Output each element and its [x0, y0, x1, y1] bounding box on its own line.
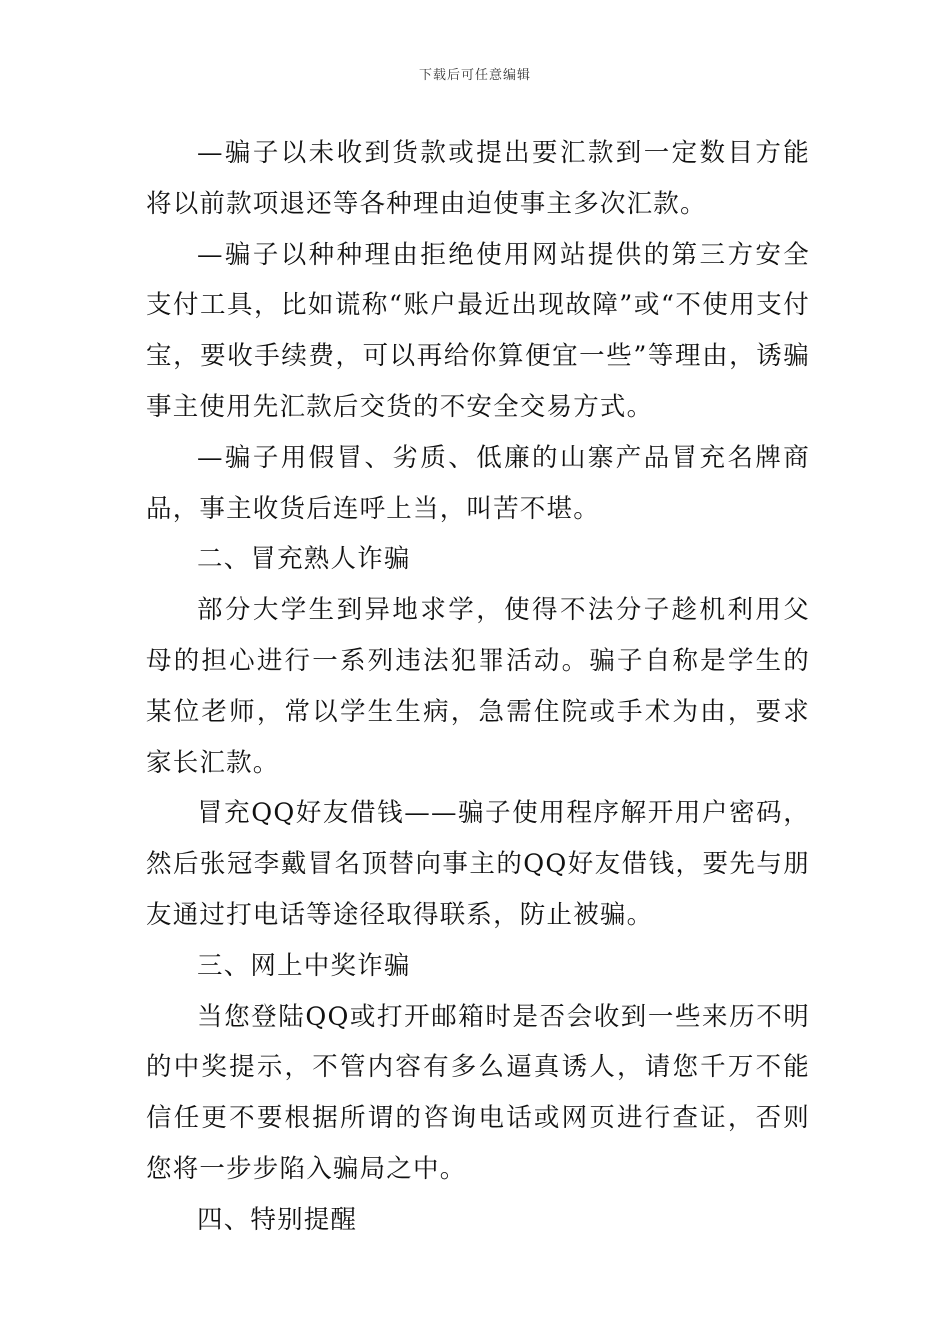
paragraph-qq-friend-scam: 冒充QQ好友借钱——骗子使用程序解开用户密码，然后张冠李戴冒名顶替向事主的QQ好友借钱，要先与朋友通过打电话等途径取得联系，防止被骗。 — [146, 798, 810, 930]
paragraph-prize-notice: 当您登陆QQ或打开邮箱时是否会收到一些来历不明的中奖提示，不管内容有多么逼真诱人，请您千万不能信任更不要根据所谓的咨询电话或网页进行查证，否则您将一步步陷入骗局之中。 — [146, 1001, 810, 1184]
section-heading-impersonation: 二、冒充熟人诈骗 — [197, 544, 411, 575]
paragraph-counterfeit-goods: —骗子用假冒、劣质、低廉的山寨产品冒充名牌商品，事主收货后连呼上当，叫苦不堪。 — [146, 442, 810, 524]
paragraph-refund-excuse: —骗子以未收到货款或提出要汇款到一定数目方能将以前款项退还等各种理由迫使事主多次汇款。 — [146, 138, 810, 219]
paragraph-fake-teacher: 部分大学生到异地求学，使得不法分子趁机利用父母的担心进行一系列违法犯罪活动。骗子自称是学生的某位老师，常以学生生病，急需住院或手术为由，要求家长汇款。 — [146, 595, 810, 778]
section-heading-lottery: 三、网上中奖诈骗 — [197, 950, 411, 981]
document-body — [146, 128, 810, 1246]
page-header: 下载后可任意编辑 — [418, 68, 531, 83]
section-heading-reminder: 四、特别提醒 — [197, 1204, 358, 1235]
paragraph-refuse-safe-payment: —骗子以种种理由拒绝使用网站提供的第三方安全支付工具，比如谎称“账户最近出现故障”或“不使用支付宝，要收手续费，可以再给你算便宜一些”等理由，诱骗事主使用先汇款后交货的不安全交易方式。 — [146, 239, 810, 422]
